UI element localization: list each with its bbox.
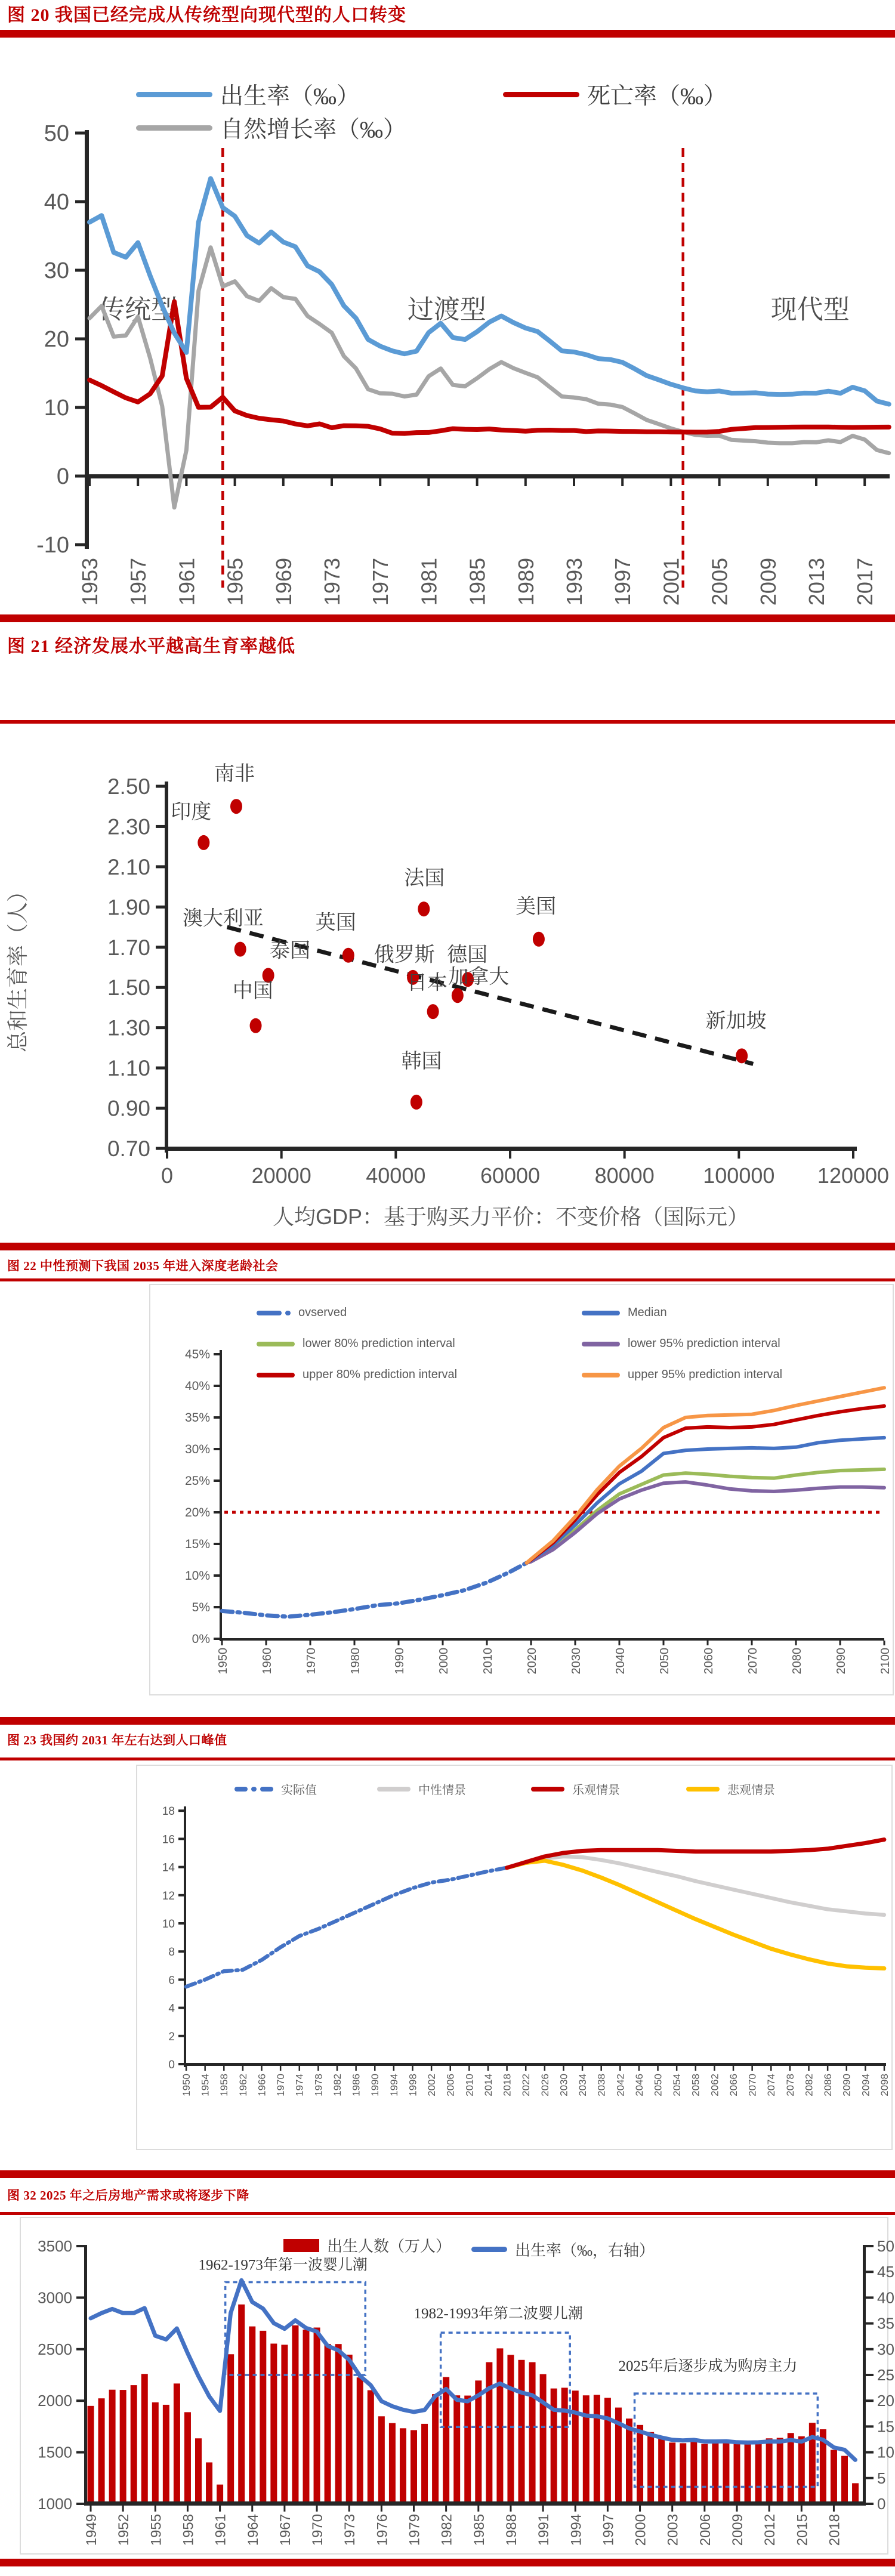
svg-text:英国: 英国 bbox=[315, 912, 356, 934]
fig21-plot bbox=[5, 762, 889, 1229]
svg-text:1994: 1994 bbox=[568, 2514, 585, 2546]
figure20-title: 图 20 我国已经完成从传统型向现代型的人口转变 bbox=[7, 5, 406, 25]
svg-text:2010: 2010 bbox=[464, 2074, 476, 2096]
svg-text:1981: 1981 bbox=[416, 558, 442, 606]
fig23-plot bbox=[162, 1805, 890, 2096]
svg-text:1991: 1991 bbox=[536, 2514, 553, 2546]
svg-text:法国: 法国 bbox=[404, 867, 445, 890]
svg-text:1997: 1997 bbox=[600, 2514, 617, 2546]
fig32-plot bbox=[38, 2237, 894, 2546]
svg-text:2.50: 2.50 bbox=[107, 774, 150, 799]
svg-text:40: 40 bbox=[44, 190, 69, 215]
svg-text:1954: 1954 bbox=[199, 2074, 211, 2096]
svg-text:1985: 1985 bbox=[471, 2514, 487, 2546]
figure21-title: 图 21 经济发展水平越高生育率越低 bbox=[7, 637, 295, 656]
svg-text:2018: 2018 bbox=[826, 2514, 843, 2546]
svg-text:1990: 1990 bbox=[393, 1648, 406, 1675]
svg-text:2014: 2014 bbox=[482, 2074, 494, 2096]
svg-text:俄罗斯: 俄罗斯 bbox=[374, 944, 435, 966]
svg-text:2020: 2020 bbox=[526, 1648, 539, 1675]
svg-text:-10: -10 bbox=[36, 533, 69, 558]
svg-text:2090: 2090 bbox=[835, 1648, 848, 1675]
figure23-title: 图 23 我国约 2031 年左右达到人口峰值 bbox=[7, 1733, 227, 1747]
svg-text:2060: 2060 bbox=[702, 1648, 715, 1675]
svg-text:45%: 45% bbox=[184, 1348, 210, 1361]
svg-text:2098: 2098 bbox=[878, 2074, 890, 2096]
svg-text:1961: 1961 bbox=[212, 2514, 229, 2546]
svg-text:25: 25 bbox=[877, 2366, 894, 2384]
svg-text:德国: 德国 bbox=[447, 944, 488, 966]
legend-label: upper 95% prediction interval bbox=[628, 1368, 783, 1381]
svg-text:2030: 2030 bbox=[558, 2074, 570, 2096]
svg-text:0%: 0% bbox=[192, 1632, 210, 1646]
legend-label: lower 80% prediction interval bbox=[303, 1337, 455, 1350]
svg-text:2010: 2010 bbox=[482, 1648, 495, 1675]
svg-text:1949: 1949 bbox=[84, 2514, 100, 2546]
svg-text:2026: 2026 bbox=[539, 2074, 551, 2096]
svg-text:1973: 1973 bbox=[342, 2514, 359, 2546]
svg-text:1957: 1957 bbox=[126, 558, 151, 606]
svg-text:1990: 1990 bbox=[369, 2074, 381, 2096]
svg-text:2002: 2002 bbox=[426, 2074, 438, 2096]
svg-text:3000: 3000 bbox=[38, 2288, 72, 2307]
svg-text:2015: 2015 bbox=[794, 2514, 811, 2546]
svg-text:40%: 40% bbox=[184, 1379, 210, 1393]
legend-label: 出生率（‰） bbox=[220, 84, 360, 109]
figure22-title: 图 22 中性预测下我国 2035 年进入深度老龄社会 bbox=[7, 1259, 279, 1273]
svg-text:1953: 1953 bbox=[78, 558, 102, 606]
svg-text:美国: 美国 bbox=[516, 895, 557, 918]
svg-text:1969: 1969 bbox=[271, 558, 296, 606]
svg-text:2090: 2090 bbox=[841, 2074, 853, 2096]
svg-text:1974: 1974 bbox=[294, 2074, 305, 2096]
svg-text:12: 12 bbox=[162, 1889, 175, 1902]
svg-text:2000: 2000 bbox=[38, 2392, 72, 2410]
svg-text:2042: 2042 bbox=[615, 2074, 626, 2096]
svg-text:人均GDP：基于购买力平价：不变价格（国际元）: 人均GDP：基于购买力平价：不变价格（国际元） bbox=[272, 1204, 749, 1229]
svg-text:1979: 1979 bbox=[406, 2514, 423, 2546]
svg-text:1986: 1986 bbox=[350, 2074, 362, 2096]
svg-text:1970: 1970 bbox=[275, 2074, 287, 2096]
svg-text:35%: 35% bbox=[184, 1411, 210, 1425]
svg-text:2006: 2006 bbox=[697, 2514, 714, 2546]
svg-text:2082: 2082 bbox=[803, 2074, 815, 2096]
svg-text:1967: 1967 bbox=[277, 2514, 294, 2546]
svg-text:20: 20 bbox=[877, 2392, 894, 2410]
svg-text:1993: 1993 bbox=[562, 558, 587, 606]
legend-label: 死亡率（‰） bbox=[587, 84, 727, 109]
svg-text:4: 4 bbox=[168, 2002, 175, 2015]
svg-text:1950: 1950 bbox=[181, 2074, 192, 2096]
legend-label: lower 95% prediction interval bbox=[628, 1337, 780, 1350]
svg-text:15%: 15% bbox=[184, 1537, 210, 1551]
svg-text:1973: 1973 bbox=[320, 558, 344, 606]
svg-text:25%: 25% bbox=[184, 1474, 210, 1488]
legend-label: 中性情景 bbox=[418, 1784, 466, 1797]
svg-text:30%: 30% bbox=[184, 1443, 210, 1456]
svg-text:2066: 2066 bbox=[727, 2074, 739, 2096]
svg-text:40000: 40000 bbox=[366, 1163, 426, 1188]
svg-text:1950: 1950 bbox=[217, 1648, 230, 1675]
svg-text:2006: 2006 bbox=[445, 2074, 456, 2096]
svg-text:10: 10 bbox=[877, 2443, 894, 2461]
svg-text:过渡型: 过渡型 bbox=[407, 295, 486, 325]
svg-text:1978: 1978 bbox=[313, 2074, 325, 2096]
svg-text:加拿大: 加拿大 bbox=[448, 966, 510, 989]
svg-text:1.10: 1.10 bbox=[107, 1056, 150, 1081]
svg-text:1977: 1977 bbox=[368, 558, 393, 606]
svg-text:120000: 120000 bbox=[817, 1163, 890, 1188]
svg-text:1997: 1997 bbox=[610, 558, 635, 606]
svg-text:1989: 1989 bbox=[513, 558, 538, 606]
svg-text:10%: 10% bbox=[184, 1569, 210, 1583]
svg-text:2034: 2034 bbox=[577, 2074, 589, 2096]
svg-text:20%: 20% bbox=[184, 1506, 210, 1519]
svg-text:100000: 100000 bbox=[703, 1163, 775, 1188]
svg-text:1982: 1982 bbox=[439, 2514, 455, 2546]
legend-label: 自然增长率（‰） bbox=[220, 117, 407, 143]
legend-label: 悲观情景 bbox=[727, 1784, 775, 1797]
svg-text:20000: 20000 bbox=[251, 1163, 311, 1188]
figure32-title: 图 32 2025 年之后房地产需求或将逐步下降 bbox=[7, 2188, 249, 2203]
svg-text:2000: 2000 bbox=[437, 1648, 450, 1675]
svg-text:2080: 2080 bbox=[791, 1648, 804, 1675]
svg-text:30: 30 bbox=[44, 258, 69, 283]
svg-text:1964: 1964 bbox=[245, 2514, 261, 2546]
svg-text:0.70: 0.70 bbox=[107, 1136, 150, 1161]
svg-text:50: 50 bbox=[877, 2237, 894, 2255]
svg-text:1.90: 1.90 bbox=[107, 895, 150, 920]
svg-text:2050: 2050 bbox=[652, 2074, 664, 2096]
legend-label: Median bbox=[628, 1306, 667, 1319]
svg-text:1988: 1988 bbox=[503, 2514, 520, 2546]
legend-label: 乐观情景 bbox=[572, 1784, 620, 1797]
svg-text:1976: 1976 bbox=[374, 2514, 391, 2546]
svg-text:16: 16 bbox=[162, 1833, 175, 1846]
svg-text:1982: 1982 bbox=[331, 2074, 343, 2096]
svg-text:1982-1993年第二波婴儿潮: 1982-1993年第二波婴儿潮 bbox=[413, 2305, 583, 2322]
svg-text:10: 10 bbox=[162, 1918, 175, 1931]
svg-text:2062: 2062 bbox=[709, 2074, 721, 2096]
svg-text:2013: 2013 bbox=[804, 558, 829, 606]
svg-text:2050: 2050 bbox=[658, 1648, 671, 1675]
svg-text:0: 0 bbox=[161, 1163, 174, 1188]
svg-text:1962-1973年第一波婴儿潮: 1962-1973年第一波婴儿潮 bbox=[198, 2257, 368, 2274]
svg-text:2074: 2074 bbox=[766, 2074, 777, 2096]
svg-text:0.90: 0.90 bbox=[107, 1096, 150, 1121]
svg-text:2009: 2009 bbox=[755, 558, 780, 606]
svg-text:10: 10 bbox=[44, 396, 69, 421]
svg-text:20: 20 bbox=[44, 327, 69, 352]
svg-text:2054: 2054 bbox=[671, 2074, 683, 2096]
svg-text:泰国: 泰国 bbox=[270, 940, 311, 962]
svg-text:2100: 2100 bbox=[879, 1648, 892, 1675]
svg-text:总和生育率（人）: 总和生育率（人） bbox=[5, 880, 30, 1053]
svg-text:35: 35 bbox=[877, 2314, 894, 2333]
svg-text:2025年后逐步成为购房主力: 2025年后逐步成为购房主力 bbox=[618, 2358, 798, 2375]
svg-text:南非: 南非 bbox=[214, 762, 255, 785]
svg-text:2: 2 bbox=[168, 2030, 175, 2043]
svg-text:1500: 1500 bbox=[38, 2443, 72, 2461]
legend-label: ovserved bbox=[298, 1306, 347, 1319]
svg-text:新加坡: 新加坡 bbox=[705, 1010, 767, 1033]
svg-text:2003: 2003 bbox=[665, 2514, 681, 2546]
svg-text:2038: 2038 bbox=[595, 2074, 607, 2096]
svg-text:1958: 1958 bbox=[218, 2074, 230, 2096]
svg-text:1970: 1970 bbox=[310, 2514, 326, 2546]
svg-text:30: 30 bbox=[877, 2340, 894, 2358]
svg-text:2012: 2012 bbox=[762, 2514, 779, 2546]
svg-text:0: 0 bbox=[168, 2059, 175, 2071]
svg-text:1960: 1960 bbox=[261, 1648, 274, 1675]
legend-label: 实际值 bbox=[281, 1784, 317, 1797]
svg-text:15: 15 bbox=[877, 2417, 894, 2436]
svg-text:8: 8 bbox=[168, 1946, 175, 1959]
svg-text:日本: 日本 bbox=[407, 972, 448, 994]
svg-text:1.50: 1.50 bbox=[107, 975, 150, 1000]
svg-text:0: 0 bbox=[56, 464, 69, 489]
svg-text:5: 5 bbox=[877, 2469, 886, 2487]
svg-text:3500: 3500 bbox=[38, 2237, 72, 2255]
svg-text:1994: 1994 bbox=[388, 2074, 400, 2096]
svg-text:2070: 2070 bbox=[746, 2074, 758, 2096]
svg-text:1980: 1980 bbox=[349, 1648, 362, 1675]
svg-text:2005: 2005 bbox=[707, 558, 732, 606]
svg-text:2000: 2000 bbox=[632, 2514, 649, 2546]
svg-text:2086: 2086 bbox=[822, 2074, 834, 2096]
svg-text:60000: 60000 bbox=[480, 1163, 541, 1188]
svg-text:1958: 1958 bbox=[180, 2514, 197, 2546]
svg-text:6: 6 bbox=[168, 1974, 175, 1987]
svg-text:2078: 2078 bbox=[784, 2074, 796, 2096]
svg-text:50: 50 bbox=[44, 121, 69, 146]
svg-text:1985: 1985 bbox=[465, 558, 490, 606]
svg-text:2058: 2058 bbox=[690, 2074, 702, 2096]
svg-text:2040: 2040 bbox=[614, 1648, 627, 1675]
fig20-plot bbox=[36, 121, 890, 606]
svg-text:2017: 2017 bbox=[853, 558, 878, 606]
svg-text:中国: 中国 bbox=[232, 980, 273, 1003]
svg-text:2070: 2070 bbox=[746, 1648, 760, 1675]
svg-text:1962: 1962 bbox=[237, 2074, 249, 2096]
svg-text:18: 18 bbox=[162, 1805, 175, 1818]
svg-text:2094: 2094 bbox=[860, 2074, 872, 2096]
fig22-plot bbox=[185, 1348, 892, 1675]
legend-label: 出生率（‰，右轴） bbox=[515, 2242, 655, 2259]
svg-text:5%: 5% bbox=[192, 1601, 210, 1614]
svg-text:1.30: 1.30 bbox=[107, 1015, 150, 1040]
svg-text:14: 14 bbox=[162, 1861, 175, 1874]
svg-text:1970: 1970 bbox=[305, 1648, 318, 1675]
svg-text:1998: 1998 bbox=[407, 2074, 419, 2096]
svg-text:2009: 2009 bbox=[730, 2514, 746, 2546]
svg-text:0: 0 bbox=[877, 2495, 886, 2513]
svg-text:1.70: 1.70 bbox=[107, 935, 150, 960]
svg-text:2018: 2018 bbox=[501, 2074, 513, 2096]
svg-text:韩国: 韩国 bbox=[401, 1051, 442, 1073]
svg-text:2500: 2500 bbox=[38, 2340, 72, 2358]
svg-text:1961: 1961 bbox=[174, 558, 199, 606]
legend-label: upper 80% prediction interval bbox=[303, 1368, 458, 1381]
svg-text:1965: 1965 bbox=[223, 558, 248, 606]
svg-text:45: 45 bbox=[877, 2263, 894, 2281]
svg-text:80000: 80000 bbox=[594, 1163, 655, 1188]
svg-text:40: 40 bbox=[877, 2288, 894, 2307]
legend-label: 出生人数（万人） bbox=[327, 2238, 452, 2255]
svg-text:1955: 1955 bbox=[148, 2514, 165, 2546]
svg-text:2022: 2022 bbox=[520, 2074, 532, 2096]
svg-text:澳大利亚: 澳大利亚 bbox=[182, 907, 264, 930]
svg-text:1952: 1952 bbox=[116, 2514, 132, 2546]
svg-text:2046: 2046 bbox=[633, 2074, 645, 2096]
svg-text:传统型: 传统型 bbox=[98, 295, 178, 325]
svg-text:1966: 1966 bbox=[256, 2074, 268, 2096]
svg-text:现代型: 现代型 bbox=[770, 295, 850, 325]
svg-text:2001: 2001 bbox=[659, 558, 684, 606]
svg-text:2.30: 2.30 bbox=[107, 814, 150, 839]
svg-text:1000: 1000 bbox=[38, 2495, 72, 2513]
svg-text:印度: 印度 bbox=[171, 801, 212, 823]
svg-text:2.10: 2.10 bbox=[107, 854, 150, 879]
svg-text:2030: 2030 bbox=[570, 1648, 583, 1675]
